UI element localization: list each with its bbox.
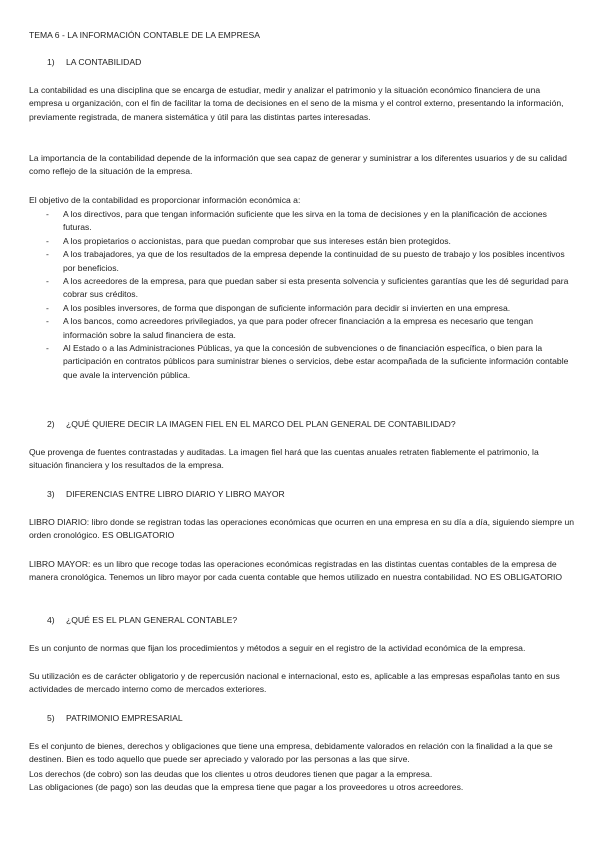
- section-title: PATRIMONIO EMPRESARIAL: [66, 713, 183, 723]
- list-item: [29, 315, 575, 342]
- objectives-list: [29, 208, 575, 382]
- bullet-dash: -: [46, 249, 49, 260]
- list-item-text: A los directivos, para que tengan información suficiente que les sirva en la toma de decisiones y en la planificación de acciones futuras.: [63, 209, 547, 233]
- bullet-dash: -: [46, 316, 49, 327]
- list-item-text: A los posibles inversores, de forma que dispongan de suficiente información para decidir si invierten en una empresa.: [63, 302, 511, 313]
- section-title: LA CONTABILIDAD: [66, 57, 142, 67]
- list-item: [29, 342, 575, 382]
- list-item: [29, 275, 575, 302]
- section-4-heading: [47, 614, 237, 627]
- list-item: [29, 302, 575, 315]
- document-title: TEMA 6 - LA INFORMACIÓN CONTABLE DE LA EMPRESA: [29, 30, 260, 40]
- paragraph: LIBRO MAYOR: es un libro que recoge todas las operaciones económicas registradas en las distintas cuentas contables de la empresa de manera cronológica. Tenemos un libro mayor por cada cuenta contable que hemos utilizado en nuestra contabilidad. NO ES OBLIGATORIO: [29, 559, 563, 583]
- list-item-text: A los acreedores de la empresa, para que puedan saber si esta presenta solvencia y suficientes garantías que les dé seguridad para cobrar sus créditos.: [63, 276, 569, 300]
- paragraph: La importancia de la contabilidad depende de la información que sea capaz de generar y suministrar a los diferentes usuarios y de su calidad como reflejo de la situación de la empresa.: [29, 153, 567, 177]
- list-item-text: Al Estado o a las Administraciones Públicas, ya que la concesión de subvenciones o de financiación específica, o bien para la participación en contratos públicos para suministrar bienes o servicios, debe estar acompañada de la suficiente información contable que avale la intervención pública.: [63, 343, 569, 380]
- section-5-heading: [47, 712, 183, 725]
- list-item-text: A los bancos, como acreedores privilegiados, ya que para poder ofrecer financiación a la empresa es necesario que tengan información sobre la salud financiera de esta.: [63, 316, 534, 340]
- bullet-dash: -: [46, 209, 49, 219]
- list-item-text: A los trabajadores, ya que de los resultados de la empresa depende la continuidad de su puesto de trabajo y los posibles incentivos por beneficios.: [63, 249, 565, 273]
- list-item: [29, 208, 575, 235]
- section-number: 1): [47, 57, 55, 67]
- paragraph: Es un conjunto de normas que fijan los procedimientos y métodos a seguir en el registro de la actividad económica de la empresa.: [29, 643, 526, 653]
- paragraph: La contabilidad es una disciplina que se encarga de estudiar, medir y analizar el patrimonio y la situación económico financiera de una empresa u organización, con el fin de facilitar la toma de decisiones en el seno de la misma y el control externo, presentando la información, previamente registrada, de manera sistemática y útil para las distintas partes interesadas.: [29, 85, 564, 122]
- bullet-dash: -: [46, 343, 49, 354]
- section-1-heading: [47, 56, 141, 69]
- bullet-dash: -: [46, 276, 49, 287]
- section-title: DIFERENCIAS ENTRE LIBRO DIARIO Y LIBRO MAYOR: [66, 489, 285, 499]
- bullet-dash: -: [46, 235, 49, 246]
- list-item-text: A los propietarios o accionistas, para que puedan comprobar que sus intereses están bien protegidos.: [63, 235, 451, 246]
- section-3-heading: [47, 488, 285, 501]
- list-item: [29, 248, 575, 275]
- paragraph: Su utilización es de carácter obligatorio y de repercusión nacional e internacional, esto es, aplicable a las empresas españolas tanto en sus actividades de mercado interno como de mercados exteriores.: [29, 671, 560, 695]
- section-title: ¿QUÉ ES EL PLAN GENERAL CONTABLE?: [66, 615, 238, 625]
- paragraph: El objetivo de la contabilidad es proporcionar información económica a:: [29, 195, 301, 205]
- section-number: 3): [47, 489, 55, 499]
- section-2-heading: [47, 418, 456, 431]
- paragraph: Es el conjunto de bienes, derechos y obligaciones que tiene una empresa, debidamente valorados en relación con la finalidad a la que se destinen. Bien es todo aquello que puede ser apreciado y valorado por las personas a las que sirve.: [29, 741, 553, 765]
- bullet-dash: -: [46, 302, 49, 313]
- section-number: 4): [47, 615, 55, 625]
- section-title: ¿QUÉ QUIERE DECIR LA IMAGEN FIEL EN EL MARCO DEL PLAN GENERAL DE CONTABILIDAD?: [66, 419, 456, 429]
- section-number: 2): [47, 419, 55, 429]
- paragraph: Los derechos (de cobro) son las deudas que los clientes u otros deudores tienen que pagar a la empresa.: [29, 769, 433, 779]
- paragraph: LIBRO DIARIO: libro donde se registran todas las operaciones económicas que ocurren en una empresa en su día a día, siguiendo siempre un orden cronológico. ES OBLIGATORIO: [29, 517, 575, 541]
- paragraph: Las obligaciones (de pago) son las deudas que la empresa tiene que pagar a los proveedores u otros acreedores.: [29, 782, 464, 792]
- section-number: 5): [47, 713, 55, 723]
- paragraph: Que provenga de fuentes contrastadas y auditadas. La imagen fiel hará que las cuentas anuales retraten fiablemente el patrimonio, la situación financiera y los resultados de la empresa.: [29, 447, 539, 471]
- list-item: [29, 235, 575, 248]
